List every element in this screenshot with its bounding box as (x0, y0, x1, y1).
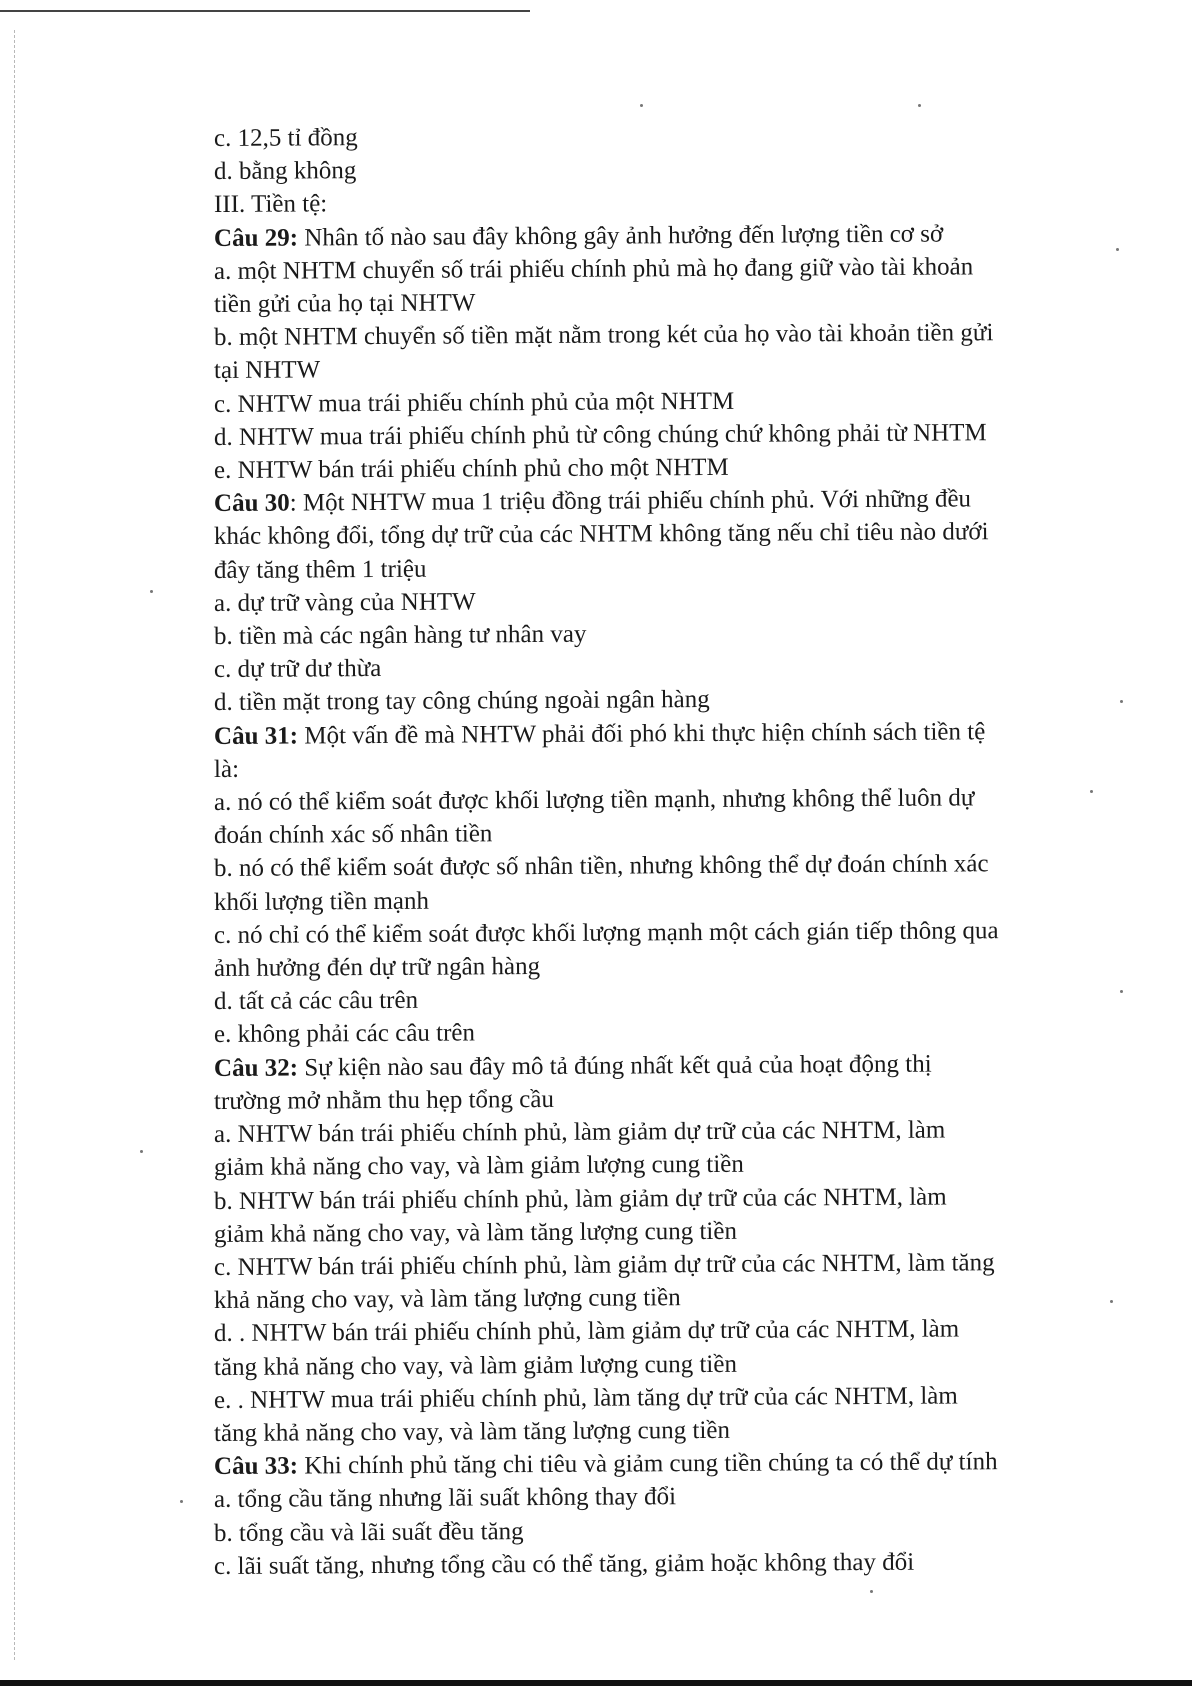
text-line (214, 1079, 1114, 1118)
text-line (214, 1312, 1114, 1351)
line-text: d. tiền mặt trong tay công chúng ngoài ngân hàng (213, 686, 710, 717)
line-text: a. nó có thể kiểm soát được khối lượng tiền mạnh, nhưng không thể luôn dự (213, 784, 975, 817)
line-text: khả năng cho vay, và làm tăng lượng cung tiền (213, 1284, 681, 1315)
text-line (214, 249, 1114, 288)
line-text: : Một NHTW mua 1 triệu đồng trái phiếu chính phủ. Với những đều (289, 485, 972, 517)
scan-speck (1120, 990, 1123, 993)
line-text: Nhân tố nào sau đây không gây ảnh hưởng đến lượng tiền cơ sở (297, 220, 944, 252)
line-text: Sự kiện nào sau đây mô tả đúng nhất kết quả của hoạt động thị (297, 1050, 932, 1082)
line-text: khối lượng tiền mạnh (213, 887, 430, 916)
line-text: tại NHTW (213, 356, 321, 385)
question-line (214, 1046, 1114, 1085)
text-line (214, 1478, 1114, 1517)
line-text: a. tổng cầu tăng nhưng lãi suất không thay đổi (213, 1483, 677, 1514)
question-label: Câu 33: (213, 1452, 299, 1481)
text-line (214, 1544, 1114, 1583)
scan-speck (140, 1150, 143, 1153)
question-line (214, 216, 1114, 255)
text-line (214, 747, 1114, 786)
text-line (214, 1013, 1114, 1052)
scan-speck (150, 590, 153, 593)
text-line (214, 913, 1114, 952)
line-text: c. NHTW mua trái phiếu chính phủ của một NHTM (213, 387, 735, 418)
scan-speck (1116, 248, 1119, 251)
text-line (214, 1179, 1114, 1218)
line-text: d. tất cả các câu trên (213, 987, 419, 1016)
line-text: c. 12,5 tỉ đồng (213, 124, 358, 152)
text-line (214, 847, 1114, 886)
line-text: c. nó chỉ có thể kiểm soát được khối lượng mạnh một cách gián tiếp thông qua (213, 917, 999, 949)
text-line (214, 183, 1114, 222)
text-line (214, 1511, 1114, 1550)
line-text: b. tổng cầu và lãi suất đều tăng (213, 1517, 524, 1547)
line-text: trường mở nhằm thu hẹp tổng cầu (213, 1085, 555, 1115)
line-text: III. Tiền tệ: (213, 190, 328, 219)
line-text: c. NHTW bán trái phiếu chính phủ, làm giảm dự trữ của các NHTM, làm tăng (213, 1249, 995, 1281)
line-text: a. NHTW bán trái phiếu chính phủ, làm giảm dự trữ của các NHTM, làm (213, 1116, 946, 1149)
line-text: e. . NHTW mua trái phiếu chính phủ, làm tăng dự trữ của các NHTM, làm (213, 1382, 958, 1414)
text-line (214, 382, 1114, 421)
document-body (214, 122, 1114, 1583)
text-line (214, 1245, 1114, 1284)
scan-speck (870, 1590, 873, 1593)
text-line (214, 515, 1114, 554)
question-label: Câu 31: (213, 722, 299, 750)
text-line (214, 415, 1114, 454)
line-text: Khi chính phủ tăng chi tiêu và giảm cung tiền chúng ta có thể dự tính (297, 1448, 998, 1480)
line-text: b. nó có thể kiểm soát được số nhân tiền, nhưng không thể dự đoán chính xác (213, 850, 989, 883)
line-text: b. NHTW bán trái phiếu chính phủ, làm giảm dự trữ của các NHTM, làm (213, 1183, 947, 1215)
scan-top-rule (0, 10, 530, 12)
line-text: giảm khả năng cho vay, và làm giảm lượng cung tiền (213, 1151, 744, 1182)
line-text: tăng khả năng cho vay, và làm tăng lượng cung tiền (213, 1416, 731, 1447)
line-text: là: (213, 755, 240, 783)
question-label: Câu 30 (213, 489, 290, 518)
text-line (214, 581, 1114, 620)
scan-speck (918, 104, 921, 107)
line-text: Một vấn đề mà NHTW phải đối phó khi thực hiện chính sách tiền tệ (297, 717, 986, 750)
line-text: tăng khả năng cho vay, và làm giảm lượng cung tiền (213, 1350, 738, 1381)
text-line (214, 880, 1114, 919)
text-line (214, 1212, 1114, 1251)
line-text: d. . NHTW bán trái phiếu chính phủ, làm giảm dự trữ của các NHTM, làm (213, 1315, 960, 1348)
line-text: b. tiền mà các ngân hàng tư nhân vay (213, 620, 587, 651)
question-label: Câu 29: (213, 224, 299, 252)
line-text: c. dự trữ dư thừa (213, 655, 382, 684)
line-text: khác không đổi, tổng dự trữ của các NHTM không tăng nếu chỉ tiêu nào dưới (213, 518, 989, 551)
text-line (214, 349, 1114, 388)
scan-speck (640, 104, 643, 107)
text-line (214, 1378, 1114, 1417)
line-text: b. một NHTM chuyển số tiền mặt nằm trong két của họ vào tài khoản tiền gửi (213, 319, 994, 352)
text-line (214, 681, 1114, 720)
text-line (214, 1146, 1114, 1185)
scan-speck (1120, 700, 1123, 703)
line-text: đoán chính xác số nhân tiền (213, 820, 493, 850)
line-text: e. NHTW bán trái phiếu chính phủ cho một NHTM (213, 453, 729, 485)
text-line (214, 548, 1114, 587)
line-text: d. bằng không (213, 157, 357, 186)
scan-speck (180, 1500, 183, 1503)
scan-left-edge (14, 30, 16, 1660)
line-text: c. lãi suất tăng, nhưng tổng cầu có thể tăng, giảm hoặc không thay đổi (213, 1548, 915, 1580)
line-text: d. NHTW mua trái phiếu chính phủ từ công chúng chứ không phải từ NHTM (213, 419, 987, 451)
text-line (214, 1411, 1114, 1450)
question-label: Câu 32: (213, 1054, 299, 1082)
line-text: tiền gửi của họ tại NHTW (213, 289, 476, 319)
line-text: a. dự trữ vàng của NHTW (213, 588, 476, 617)
line-text: ảnh hưởng đén dự trữ ngân hàng (213, 953, 541, 983)
scan-bottom-edge (0, 1680, 1192, 1686)
question-line (214, 714, 1114, 753)
line-text: đây tăng thêm 1 triệu (213, 555, 427, 584)
text-line (214, 1345, 1114, 1384)
line-text: giảm khả năng cho vay, và làm tăng lượng cung tiền (213, 1217, 738, 1248)
line-text: a. một NHTM chuyển số trái phiếu chính phủ mà họ đang giữ vào tài khoản (213, 253, 974, 285)
line-text: e. không phải các câu trên (213, 1019, 476, 1049)
